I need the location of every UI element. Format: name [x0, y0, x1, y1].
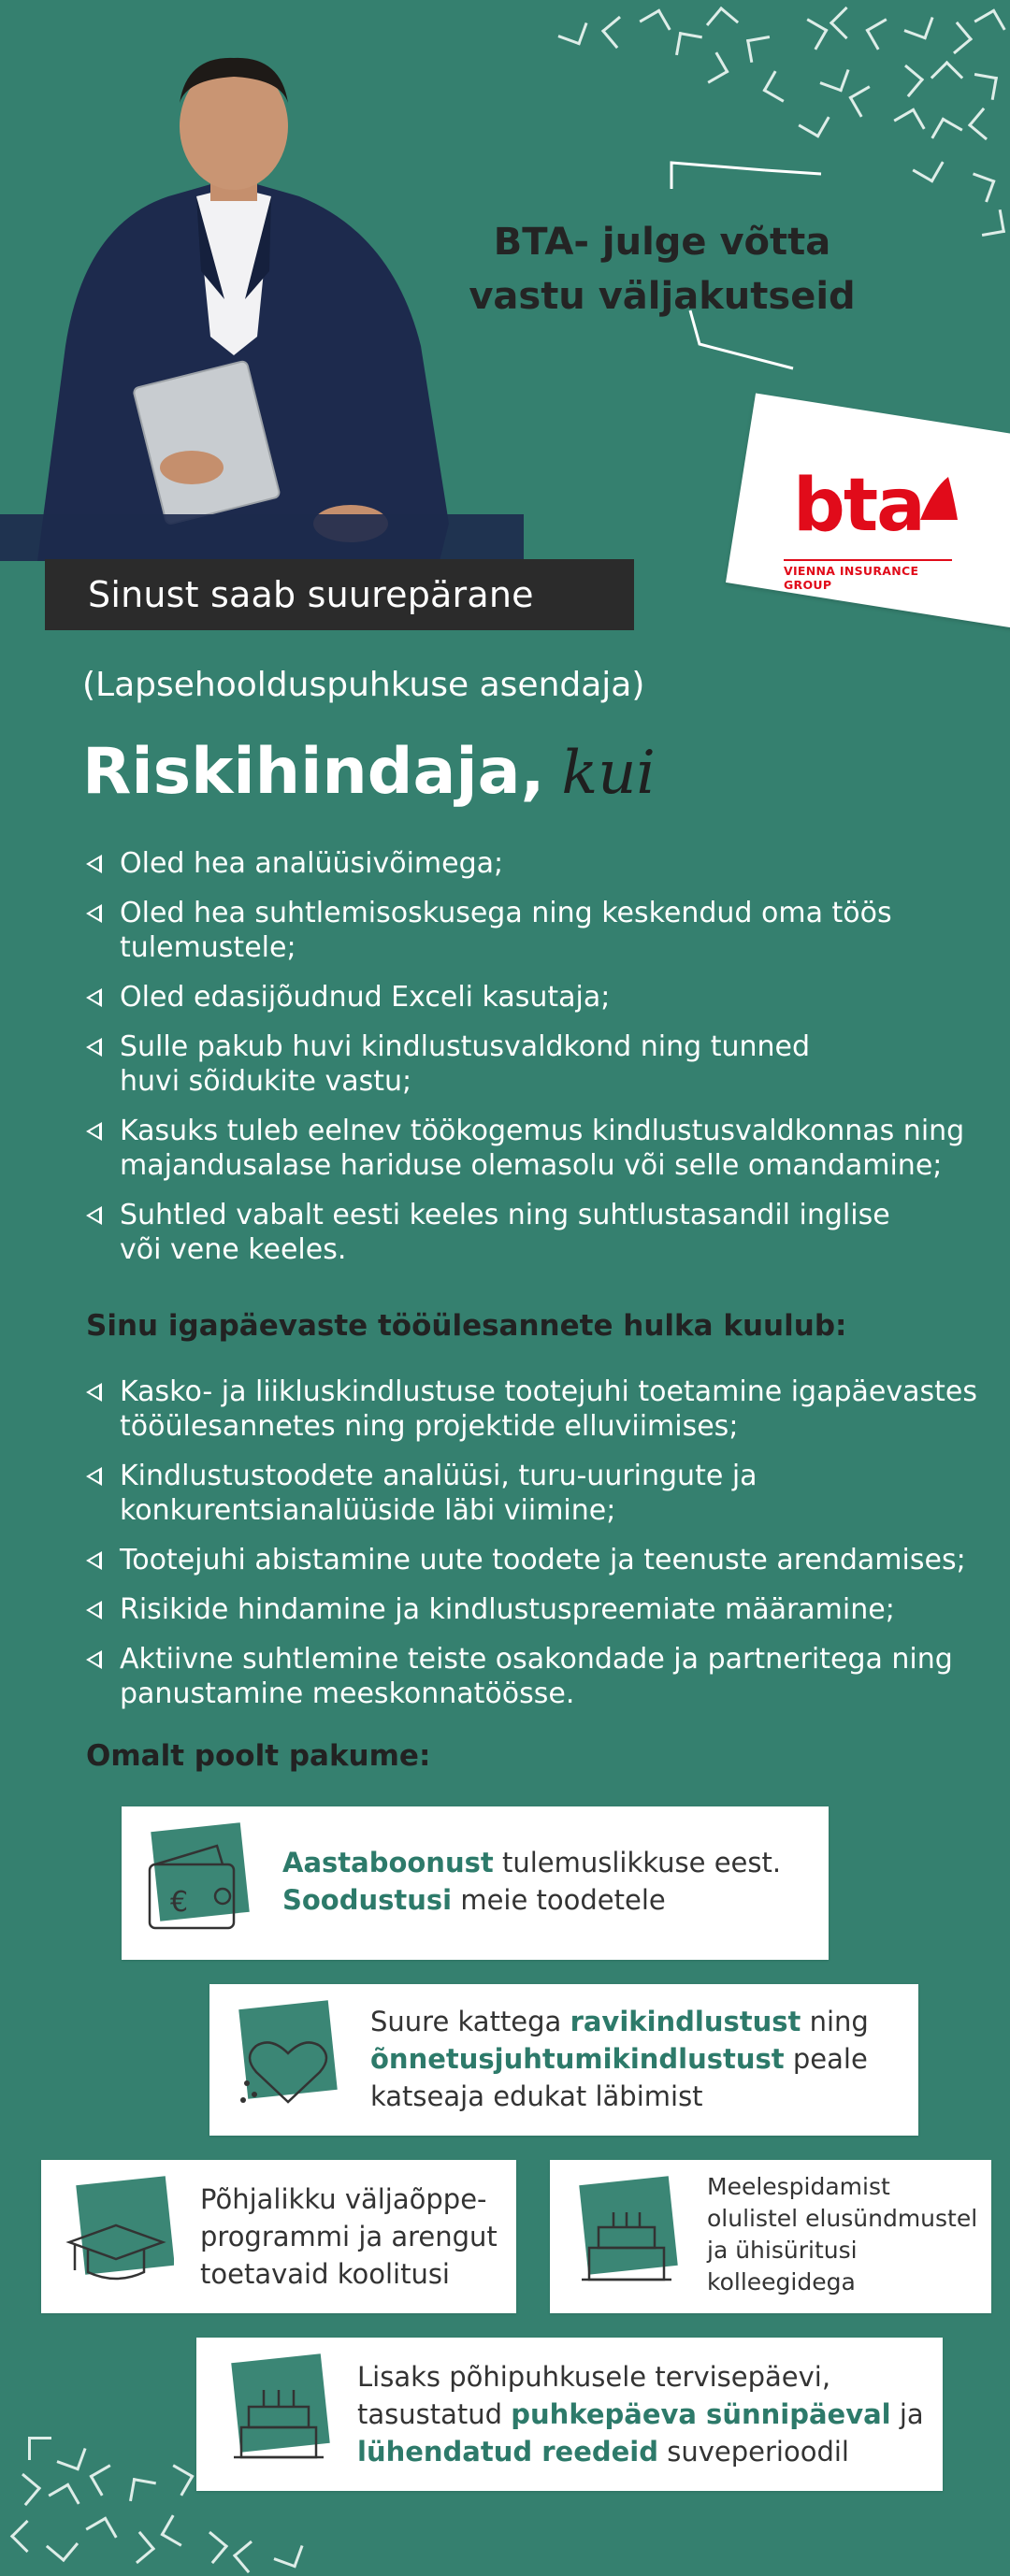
list-item: Sulle pakub huvi kindlustusvaldkond ning tunned huvi sõidukite vastu; — [82, 1029, 980, 1099]
duties-list — [82, 1374, 980, 1726]
triangle-bullet-icon — [86, 1467, 102, 1486]
triangle-bullet-icon — [86, 855, 102, 873]
offer-heading: Omalt poolt pakume: — [86, 1739, 431, 1773]
logo-wordmark: bta — [793, 464, 924, 548]
tagline — [419, 215, 905, 324]
benefit-text: Lisaks põhipuhkusele tervisepäevi, tasustatud puhkepäeva sünnipäeval ja lühendatud reedeid suveperioodil — [357, 2361, 924, 2468]
triangle-bullet-icon — [86, 1038, 102, 1057]
birthday-cake-icon — [221, 2353, 333, 2474]
list-item: Aktiivne suhtlemine teiste osakondade ja partneritega ning panustamine meeskonnatöösse. — [82, 1642, 980, 1711]
cake-icon — [569, 2175, 681, 2296]
requirements-list — [82, 846, 980, 1282]
list-item: Oled edasijõudnud Exceli kasutaja; — [82, 980, 980, 1015]
triangle-bullet-icon — [86, 1383, 102, 1402]
logo-subline: VIENNA INSURANCE GROUP — [784, 559, 952, 592]
list-item: Risikide hindamine ja kindlustuspreemiate määramine; — [82, 1592, 980, 1627]
list-item: Suhtled vabalt eesti keeles ning suhtlustasandil inglise või vene keeles. — [82, 1198, 980, 1267]
triangle-bullet-icon — [86, 904, 102, 923]
benefit-card-bonus — [122, 1806, 829, 1960]
triangle-bullet-icon — [86, 1206, 102, 1225]
list-item: Tootejuhi abistamine uute toodete ja teenuste arendamises; — [82, 1543, 980, 1577]
benefit-card-training — [41, 2160, 516, 2313]
benefit-text: Põhjalikku väljaõppe- programmi ja arengut toetavaid koolitusi — [200, 2183, 498, 2290]
list-item: Oled hea analüüsivõimega; — [82, 846, 980, 881]
benefit-text: Aastaboonust tulemuslikkuse eest. Soodustusi meie toodetele — [282, 1847, 782, 1916]
tagline-line-2: vastu väljakutseid — [469, 275, 856, 318]
triangle-bullet-icon — [86, 988, 102, 1007]
benefit-text: Suure kattega ravikindlustust ning õnnetusjuhtumikindlustust peale katseaja edukat läbimist — [370, 2006, 869, 2112]
triangle-bullet-icon — [86, 1122, 102, 1141]
headline-banner — [45, 559, 634, 630]
benefit-card-events — [550, 2160, 991, 2313]
triangle-bullet-icon — [86, 1650, 102, 1669]
list-item: Kindlustustoodete analüüsi, turu-uuringute ja konkurentsianalüüside läbi viimine; — [82, 1459, 980, 1528]
logo-sail-icon — [916, 475, 960, 524]
list-item: Kasko- ja liikluskindlustuse tootejuhi toetamine igapäevastes tööülesannetes ning projektide elluviimises; — [82, 1374, 980, 1444]
graduation-cap-icon — [62, 2175, 174, 2296]
position-subtitle: (Lapsehoolduspuhkuse asendaja) — [82, 666, 645, 704]
tagline-line-1: BTA- julge võtta — [493, 221, 831, 264]
heart-icon — [230, 1999, 342, 2121]
list-item: Kasuks tuleb eelnev töökogemus kindlustusvaldkonnas ning majandusalase hariduse olemasolu või selle omandamine; — [82, 1114, 980, 1183]
benefit-card-holidays — [196, 2338, 943, 2491]
wallet-icon — [142, 1821, 254, 1943]
position-title: Riskihindaja, — [82, 735, 545, 809]
triangle-bullet-icon — [86, 1551, 102, 1570]
headline-text: Sinust saab suurepärane — [88, 574, 534, 615]
list-item: Oled hea suhtlemisoskusega ning keskendud oma töös tulemustele; — [82, 896, 980, 965]
duties-heading: Sinu igapäevaste tööülesannete hulka kuulub: — [86, 1309, 847, 1343]
title-row — [82, 735, 656, 809]
triangle-bullet-icon — [86, 1601, 102, 1619]
benefit-text: Meelespidamist olulistel elusündmustel ja ühisüritusi kolleegidega — [707, 2173, 978, 2295]
title-script: kui — [561, 739, 656, 808]
svg-text:€: € — [170, 1886, 189, 1919]
benefit-card-insurance — [209, 1984, 918, 2136]
